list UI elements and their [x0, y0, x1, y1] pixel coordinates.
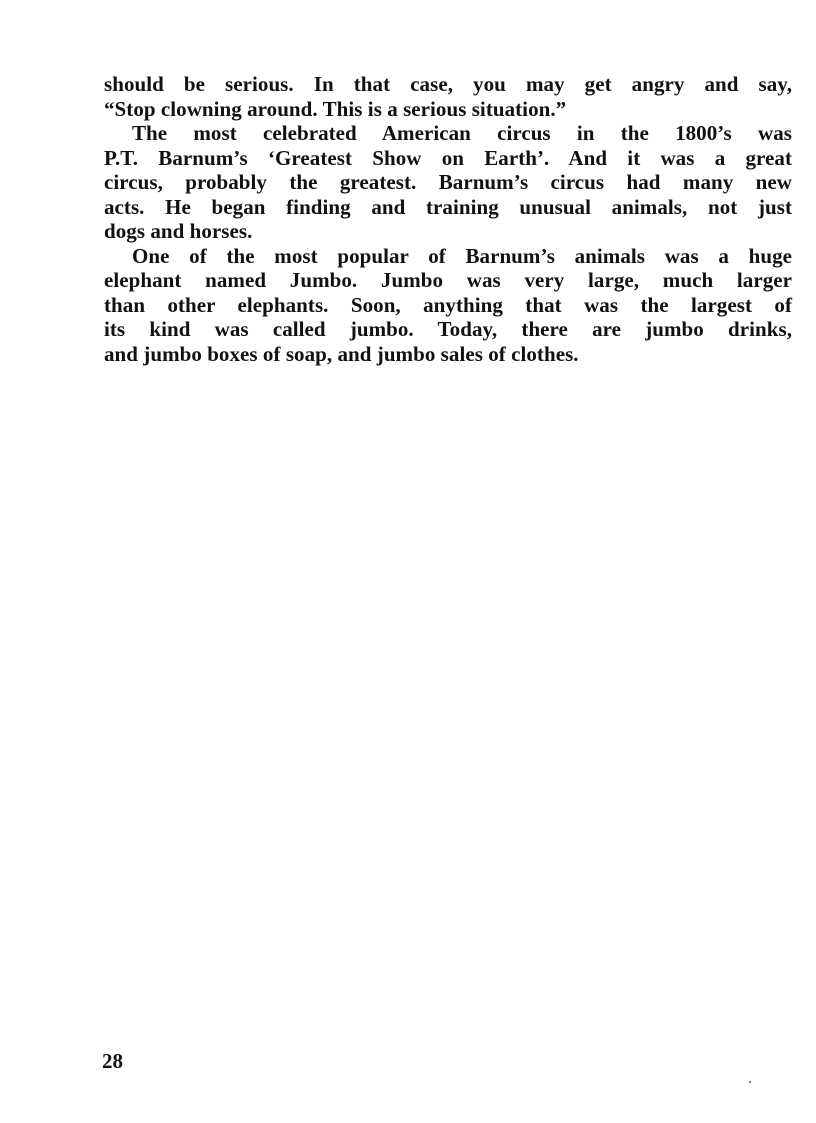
text-line: circus, probably the greatest. Barnum’s circus had many new — [104, 170, 792, 194]
text-line: should be serious. In that case, you may get angry and say, — [104, 72, 792, 96]
text-line: and jumbo boxes of soap, and jumbo sales of clothes. — [104, 341, 579, 366]
text-line: “Stop clowning around. This is a serious situation.” — [104, 96, 567, 121]
body-text — [104, 72, 792, 366]
text-line: One of the most popular of Barnum’s animals was a huge — [132, 243, 792, 268]
text-line: The most celebrated American circus in the 1800’s was — [132, 121, 792, 145]
text-line: acts. He began finding and training unusual animals, not just — [104, 194, 792, 219]
page-number: 28 — [102, 1049, 123, 1073]
text-line: its kind was called jumbo. Today, there are jumbo drinks, — [104, 317, 792, 341]
text-line: elephant named Jumbo. Jumbo was very large, much larger — [104, 268, 792, 292]
text-line: dogs and horses. — [104, 219, 253, 243]
text-line: P.T. Barnum’s ‘Greatest Show on Earth’. And it was a great — [104, 145, 792, 170]
scan-speck — [749, 1081, 751, 1083]
text-line: than other elephants. Soon, anything that was the largest of — [104, 292, 792, 317]
